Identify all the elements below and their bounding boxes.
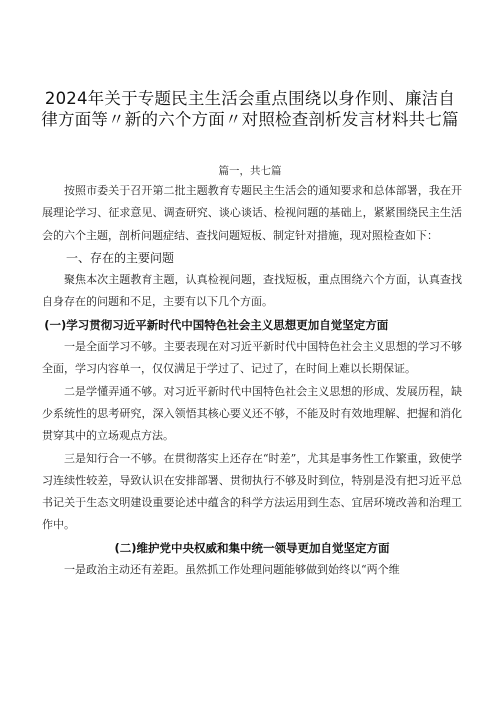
study-paragraph-3: 三是知行合一不够。在贯彻落实上还存在“时差”，尤其是事务性工作繁重，致使学习连续性较差，导致认识在安排部署、贯彻执行不够及时到位，特别是没有把习近平总书记关于生态文明建设重要论述中蕴含的科学方法运用到生态、宜居环境改善和治理工作中。 — [42, 451, 462, 532]
document-body — [42, 180, 462, 581]
document-title: 2024年关于专题民主生活会重点围绕以身作则、廉洁自律方面等〃新的六个方面〃对照检查剖析发言材料共七篇 — [41, 89, 459, 129]
document-subtitle: 篇一，共七篇 — [218, 165, 282, 177]
authority-paragraph-1: 一是政治主动还有差距。虽然抓工作处理问题能够做到始终以“两个维 — [64, 563, 400, 577]
subsection-heading-study: (一)学习贯彻习近平新时代中国特色社会主义思想更加自觉坚定方面 — [44, 317, 389, 332]
overview-paragraph: 聚焦本次主题教育主题，认真检视问题，查找短板，重点围绕六个方面，认真查找自身存在的问题和不足，主要有以下几个方面。 — [42, 273, 462, 309]
section-heading-main-problems: 一、存在的主要问题 — [66, 250, 175, 265]
subsection-heading-authority: (二)维护党中央权威和集中统一领导更加自觉坚定方面 — [114, 540, 390, 555]
intro-paragraph: 按照市委关于召开第二批主题教育专题民主生活会的通知要求和总体部署，我在开展理论学习、征求意见、调查研究、谈心谈话、检视问题的基础上，紧紧围绕民主生活会的六个主题，剖析问题症结、查找问题短板、制定针对措施，现对照检查如下： — [42, 184, 462, 242]
study-paragraph-2: 二是学懂弄通不够。对习近平新时代中国特色社会主义思想的形成、发展历程，缺少系统性的思考研究，深入领悟其核心要义还不够，不能及时有效地理解、把握和消化贯穿其中的立场观点方法。 — [42, 384, 462, 443]
study-paragraph-1: 一是全面学习不够。主要表现在对习近平新时代中国特色社会主义思想的学习不够全面，学习内容单一，仅仅满足于学过了、记过了，在时间上难以长期保证。 — [42, 340, 462, 376]
